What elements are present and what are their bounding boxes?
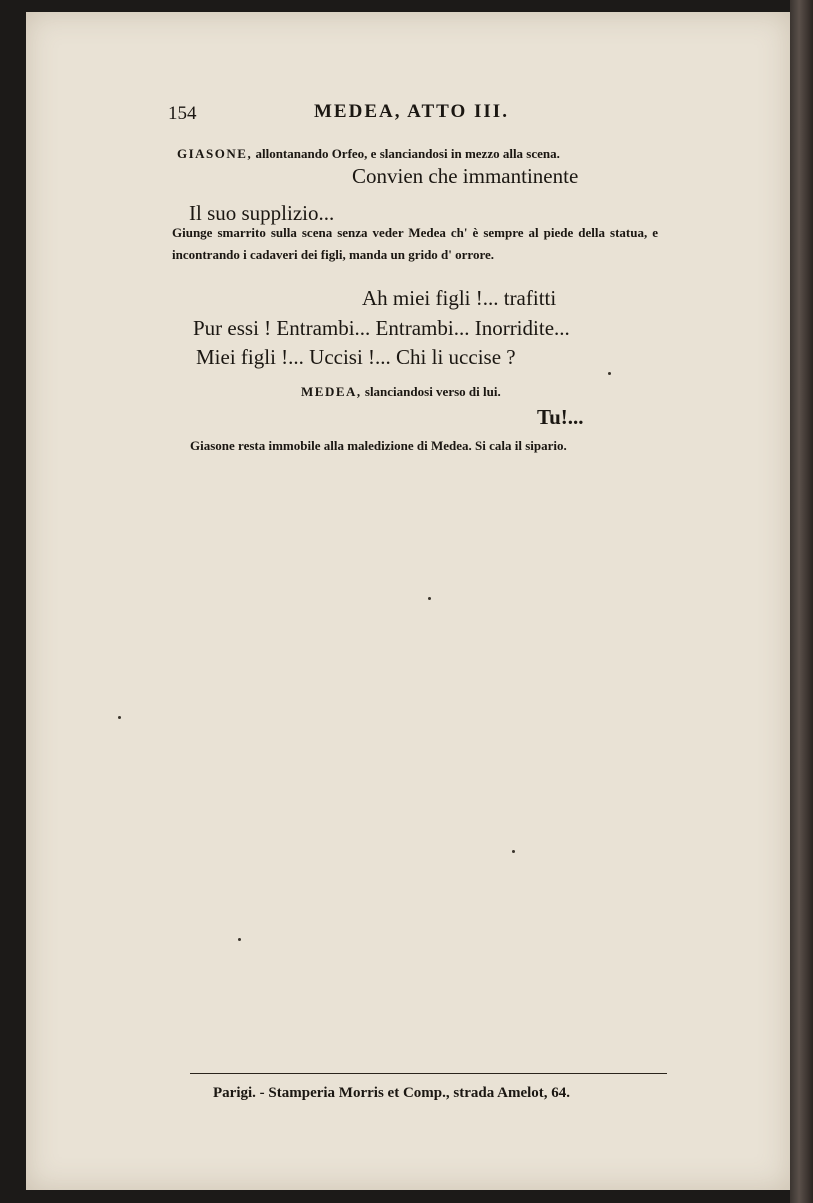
verse-line: Convien che immantinente <box>352 164 579 188</box>
ink-speck <box>238 938 241 941</box>
speaker-name: MEDEA, <box>301 384 362 399</box>
page-number: 154 <box>168 103 197 124</box>
ink-speck <box>118 716 121 719</box>
stage-direction-line <box>301 384 501 400</box>
stage-direction-line <box>177 146 560 162</box>
running-head-title: MEDEA, ATTO III. <box>314 101 509 122</box>
ink-speck <box>608 372 611 375</box>
speaker-direction: slanciandosi verso di lui. <box>364 384 501 399</box>
closing-stage-direction: Giasone resta immobile alla maledizione di Medea. Si cala il sipario. <box>190 438 567 453</box>
printer-imprint: Parigi. - Stamperia Morris et Comp., strada Amelot, 64. <box>213 1085 571 1101</box>
verse-line: Il suo supplizio... <box>189 201 335 225</box>
stage-direction-paragraph: Giunge smarrito sulla scena senza veder Medea ch' è sempre al piede della statua, e incontrando i cadaveri dei figli, manda un grido d' orrore. <box>172 225 658 262</box>
verse-line: Miei figli !... Uccisi !... Chi li uccise ? <box>196 345 516 369</box>
verse-line: Ah miei figli !... trafitti <box>362 286 557 310</box>
book-spine-edge <box>790 0 813 1203</box>
footer-rule <box>190 1073 667 1074</box>
speaker-name: GIASONE, <box>177 146 253 161</box>
speaker-direction: allontanando Orfeo, e slanciandosi in mezzo alla scena. <box>255 146 560 161</box>
ink-speck <box>428 597 431 600</box>
ink-speck <box>512 850 515 853</box>
verse-line: Tu!... <box>537 405 584 429</box>
verse-line: Pur essi ! Entrambi... Entrambi... Inorridite... <box>193 316 570 340</box>
